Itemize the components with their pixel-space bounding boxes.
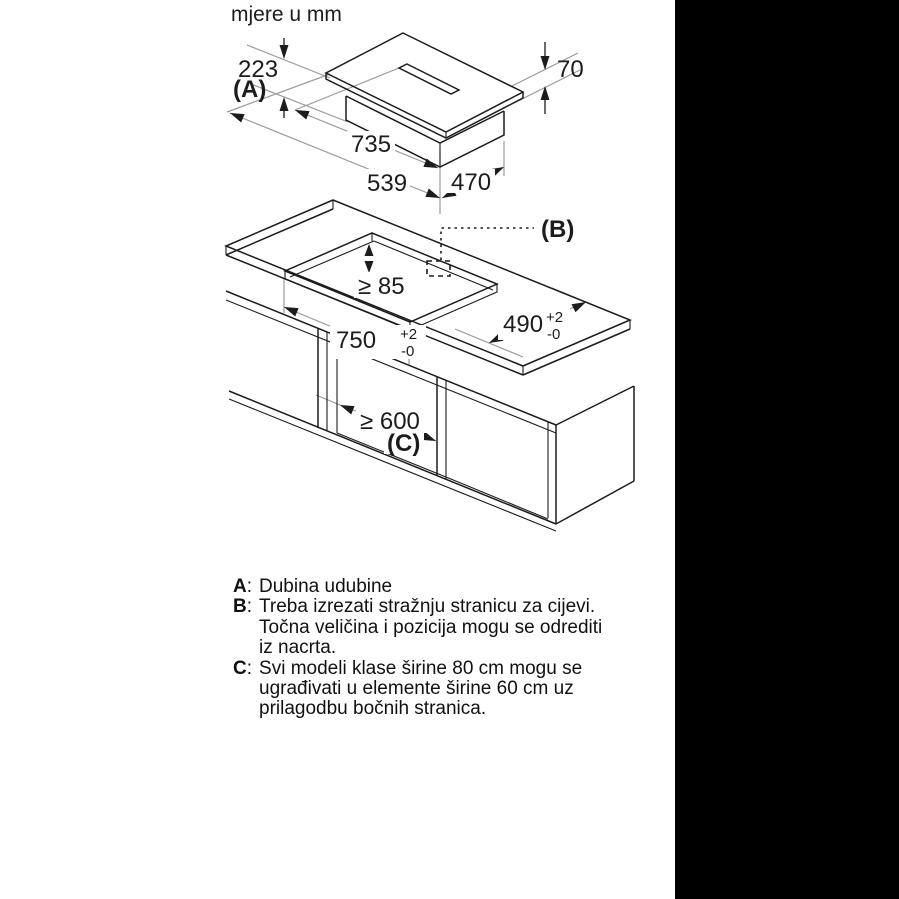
ref-c-label: (C) — [387, 430, 421, 457]
recess-depth-label: 223 — [238, 56, 279, 83]
cutout-depth-label: 490 +2 -0 — [503, 309, 564, 343]
notes-block — [233, 577, 663, 720]
cutout-width-label: 750 +2 -0 — [336, 326, 418, 360]
note-c: C : Svi modeli klase širine 80 cm mogu se ugrađivati u elemente širine 60 cm uz prilagodbu bočnih stranica. — [233, 657, 583, 720]
note-a-label: A — [233, 576, 247, 597]
note-b-label: B — [233, 596, 247, 618]
top-width-label: 735 — [351, 131, 392, 158]
min-cabinet-width-label: ≥ 600 — [360, 408, 420, 435]
ref-a-label: (A) — [233, 76, 267, 103]
dimension-labels — [233, 56, 584, 457]
min-clearance-label: ≥ 85 — [358, 273, 405, 300]
dimension-arrowheads — [230, 45, 586, 441]
page-title: mjere u mm — [231, 3, 342, 26]
note-b: B : Treba izrezati stražnju stranicu za cijevi. Točna veličina i pozicija mogu se odrediti iz nacrta. — [233, 596, 603, 659]
base-width-label: 539 — [367, 170, 408, 197]
note-c-text: Svi modeli klase širine 80 cm mogu se ugrađivati u elemente širine 60 cm uz prilagodbu bočnih stranica. — [259, 657, 583, 720]
base-depth-label: 470 — [451, 169, 492, 196]
note-a-text: Dubina udubine — [259, 576, 393, 597]
ref-b-label: (B) — [541, 216, 575, 243]
hob-height-label: 70 — [557, 56, 584, 83]
hob-dimension-lines — [284, 38, 545, 118]
note-a: A : Dubina udubine — [233, 576, 393, 597]
right-filler-bar — [675, 0, 899, 899]
note-c-label: C — [233, 657, 247, 679]
note-b-text: Treba izrezati stražnju stranicu za cijevi. Točna veličina i pozicija mogu se odrediti iz nacrta. — [259, 596, 603, 659]
pipe-cutout-detail — [427, 228, 534, 276]
